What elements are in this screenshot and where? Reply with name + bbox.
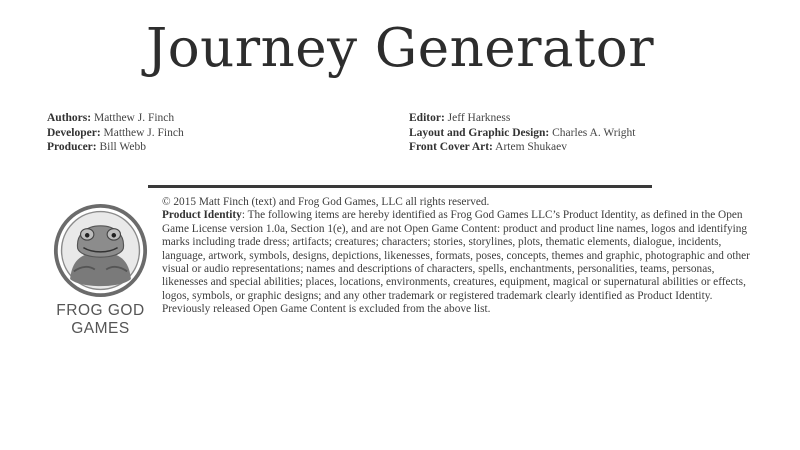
- credit-label: Producer:: [47, 141, 97, 153]
- credits-right: [409, 111, 635, 155]
- logo-line-2: GAMES: [71, 320, 130, 337]
- credit-label: Authors:: [47, 112, 92, 124]
- credit-value: Bill Webb: [99, 141, 146, 153]
- product-identity-label: Product Identity: [162, 209, 242, 222]
- credit-producer: [47, 140, 184, 155]
- page-title: Journey Generator: [145, 18, 655, 79]
- credit-authors: [47, 111, 184, 126]
- product-identity-text: : The following items are hereby identified as Frog God Games LLC’s Product Identity, as defined in the Open Game License version 1.0a, Section 1(e), and are not Open Game Content: product and product line names, logos and identifying marks including trade dress; artifacts; creatures; characters; stories, storylines, plots, thematic elements, dialogue, incidents, language, artwork, symbols, designs, depictions, likenesses, formats, poses, concepts, themes and graphic, photographic and other visual or audio representations; names and descriptions of characters, spells, enchantments, personalities, teams, personas, likenesses and special abilities; places, locations, environments, creatures, equipment, magical or supernatural abilities or effects, logos, symbols, or graphic designs; and any other trademark or registered trademark clearly identified as Product Identity. Previously released Open Game Content is excluded from the above list.: [162, 209, 750, 316]
- credit-value: Jeff Harkness: [447, 112, 511, 124]
- credit-value: Charles A. Wright: [552, 126, 636, 139]
- credit-value: Matthew J. Finch: [103, 126, 184, 139]
- legal-notice: [162, 196, 750, 317]
- credit-cover-art: [409, 140, 635, 155]
- credit-label: Front Cover Art:: [409, 141, 493, 153]
- credit-label: Layout and Graphic Design:: [409, 126, 550, 139]
- credit-value: Matthew J. Finch: [93, 112, 175, 124]
- copyright-line: © 2015 Matt Finch (text) and Frog God Games, LLC all rights reserved.: [162, 196, 490, 208]
- credit-label: Editor:: [409, 112, 445, 124]
- product-identity-paragraph: [162, 209, 750, 316]
- logo-text: [48, 302, 153, 338]
- logo-line-1: FROG GOD: [56, 302, 145, 319]
- credit-editor: [409, 111, 635, 126]
- frog-god-games-logo: [48, 203, 153, 343]
- credit-value: Artem Shukaev: [495, 141, 567, 153]
- credit-layout-design: [409, 126, 635, 141]
- credit-label: Developer:: [47, 126, 101, 139]
- frog-icon: [53, 203, 148, 298]
- divider-rule: [148, 185, 652, 188]
- credits-left: [47, 111, 184, 155]
- credit-developer: [47, 126, 184, 141]
